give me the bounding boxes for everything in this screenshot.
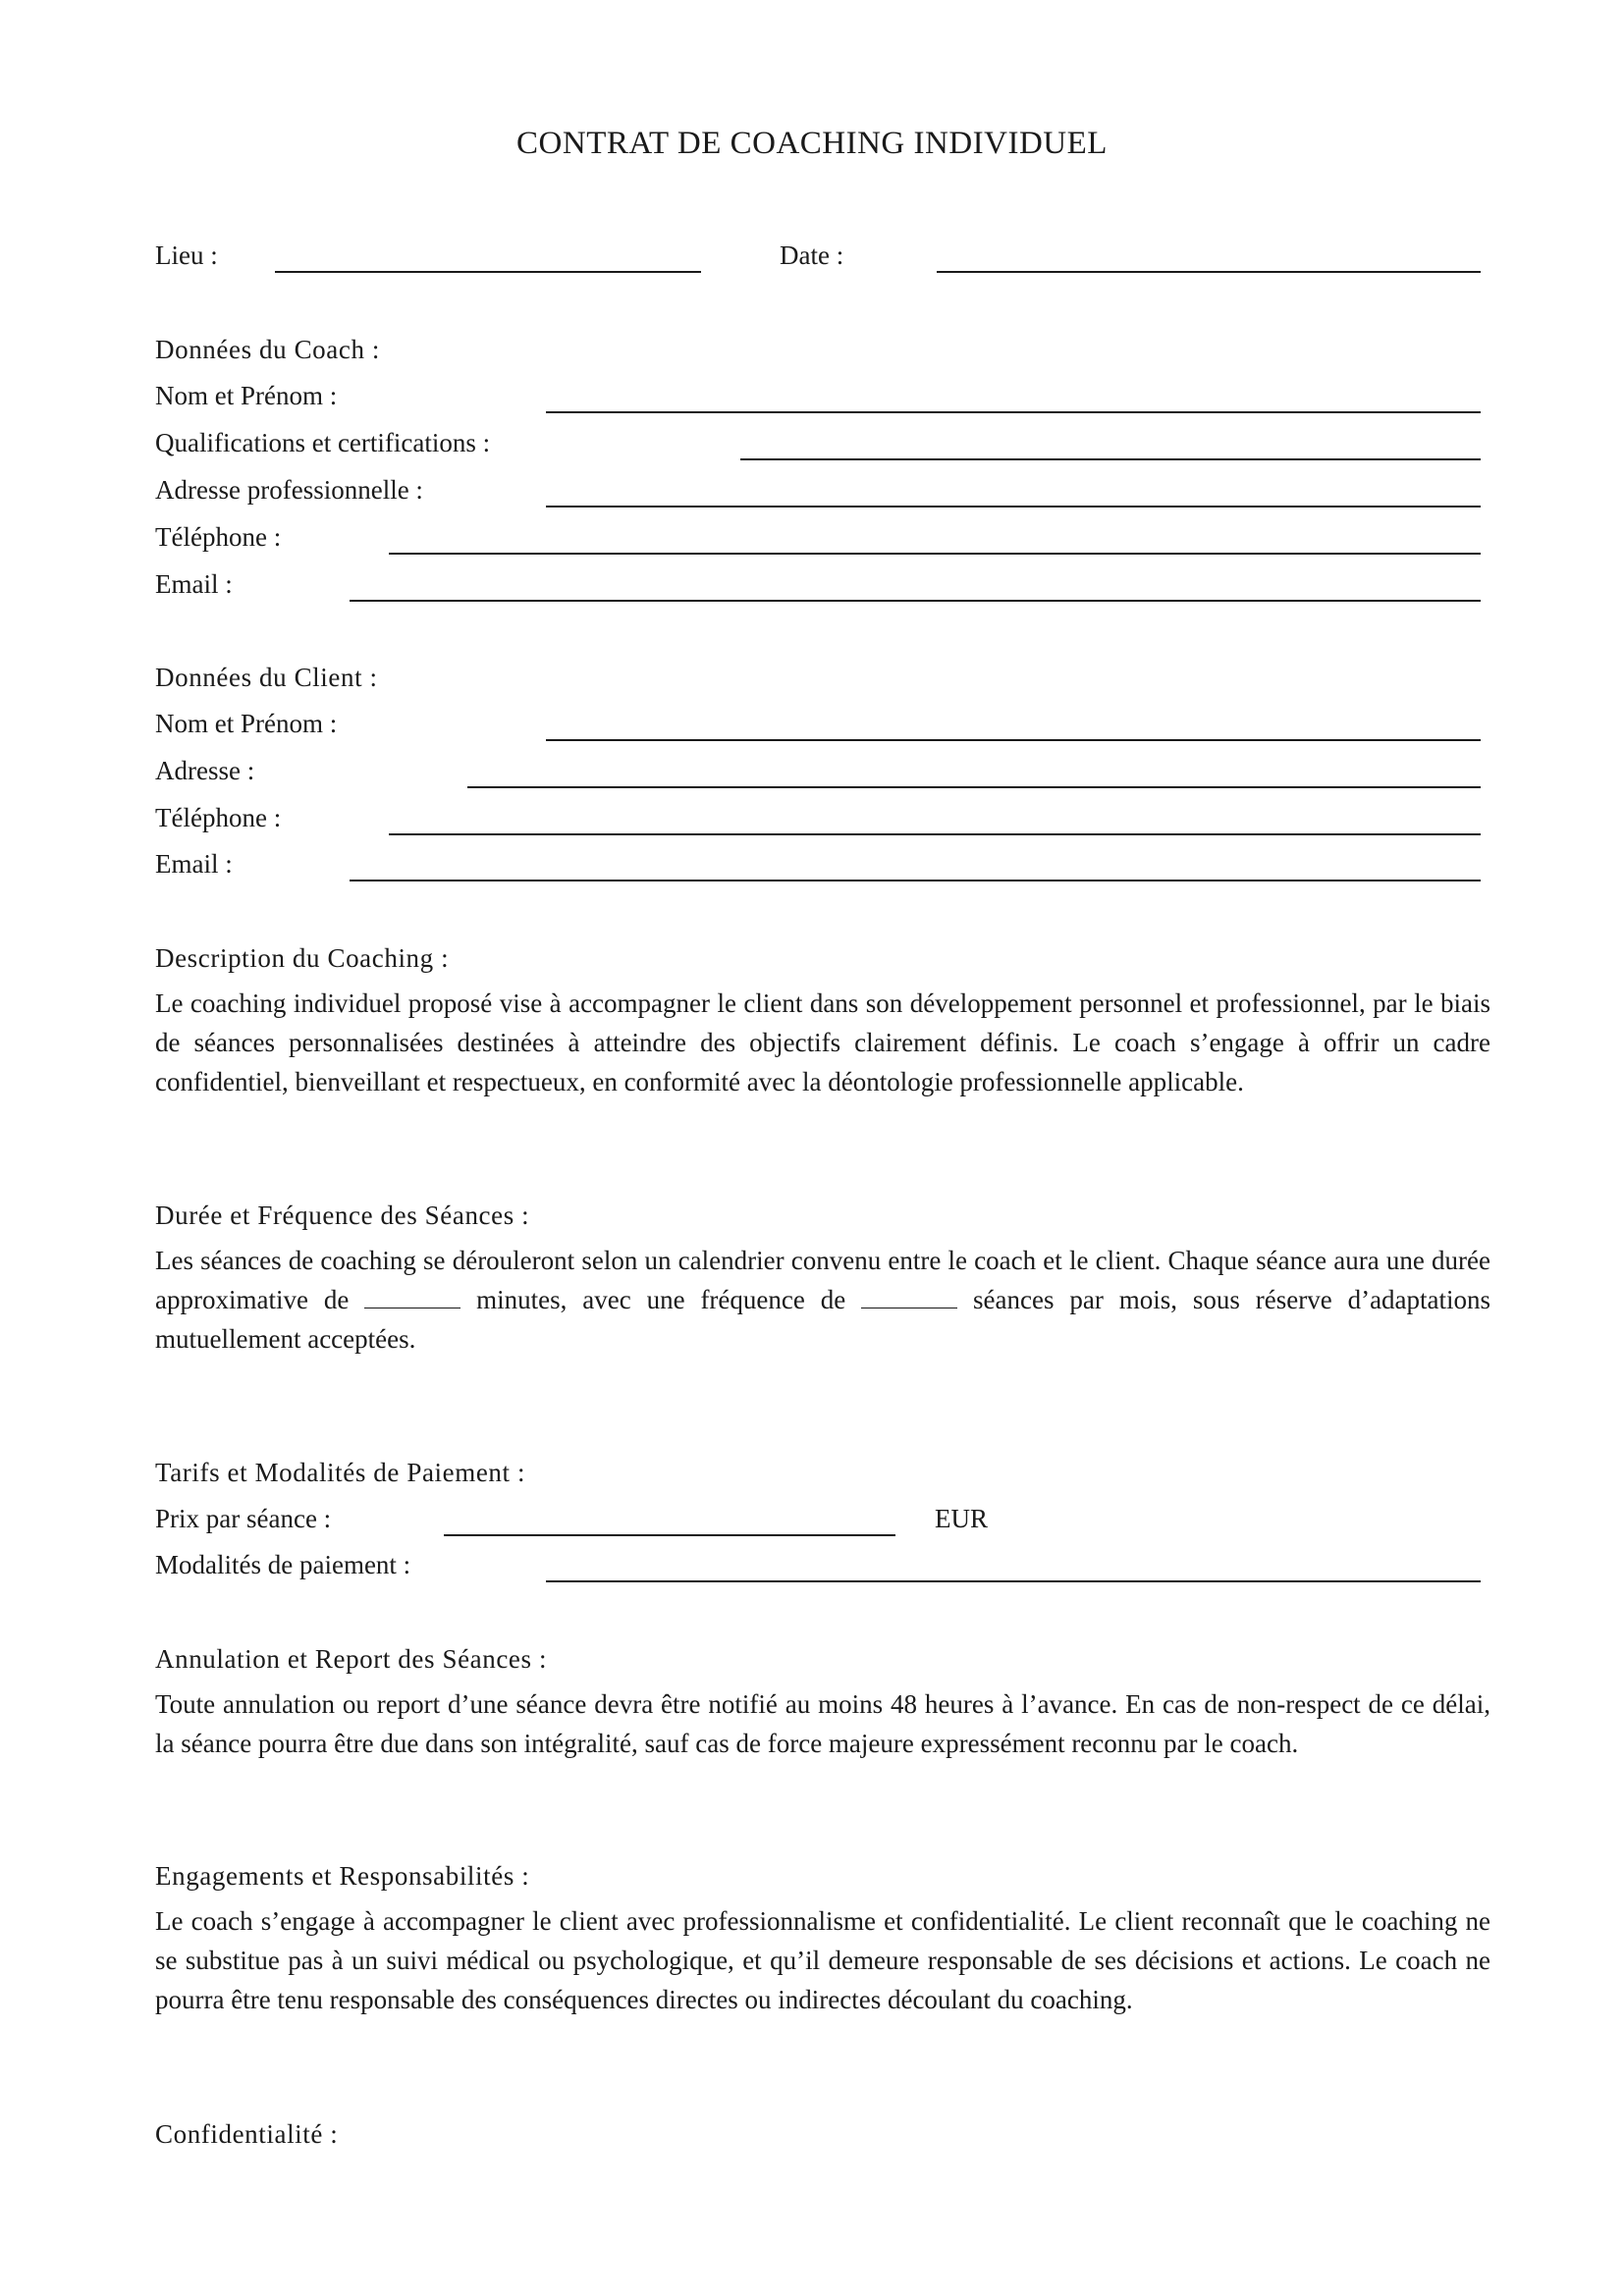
coach-email-line — [350, 600, 1481, 602]
document-title: CONTRAT DE COACHING INDIVIDUEL — [516, 126, 1108, 161]
frequency-blank[interactable] — [861, 1284, 957, 1308]
minutes-blank[interactable] — [364, 1284, 460, 1308]
lieu-line — [275, 271, 701, 273]
client-address-label: Adresse : — [155, 756, 255, 785]
duration-text-1: Les séances de coaching se dérouleront selon un calendrier convenu entre le coach et le client. Chaque séance aura une durée approximative de — [155, 1246, 1490, 1314]
currency-label: EUR — [935, 1504, 988, 1533]
duration-text — [155, 1241, 1490, 1359]
client-name-line — [546, 739, 1481, 741]
client-email-label: Email : — [155, 849, 233, 879]
price-label: Prix par séance : — [155, 1504, 332, 1533]
pricing-heading: Tarifs et Modalités de Paiement : — [155, 1458, 526, 1487]
coach-name-line — [546, 411, 1481, 413]
description-text: Le coaching individuel proposé vise à accompagner le client dans son développement personnel et professionnel, par le biais de séances personnalisées destinées à atteindre des objectifs clairement définis. Le coach s’engage à offrir un cadre confidentiel, bienveillant et respectueux, en conformité avec la déontologie professionnelle applicable. — [155, 988, 1490, 1096]
coach-qualifications-label: Qualifications et certifications : — [155, 428, 491, 457]
coach-address-field[interactable] — [548, 472, 1479, 507]
coach-qualifications-line — [740, 458, 1481, 460]
client-phone-field[interactable] — [391, 800, 1479, 835]
cancellation-heading: Annulation et Report des Séances : — [155, 1644, 548, 1674]
lieu-field[interactable] — [277, 238, 699, 273]
commitments-text: Le coach s’engage à accompagner le client avec professionnalisme et confidentialité. Le client reconnaît que le coaching ne se substitue pas à un suivi médical ou psychologique, et qu’il demeure responsable de ses décisions et actions. Le coach ne pourra être tenu responsable des conséquences directes ou indirectes découlant du coaching. — [155, 1906, 1490, 2014]
confidentiality-heading: Confidentialité : — [155, 2119, 339, 2149]
duration-text-2: minutes, avec une fréquence de — [476, 1285, 846, 1314]
client-address-field[interactable] — [469, 753, 1479, 788]
payment-line — [546, 1580, 1481, 1582]
client-address-line — [467, 786, 1481, 788]
lieu-label: Lieu : — [155, 240, 218, 270]
client-phone-label: Téléphone : — [155, 803, 282, 832]
date-line — [937, 271, 1481, 273]
description-heading: Description du Coaching : — [155, 943, 450, 973]
date-field[interactable] — [939, 238, 1479, 273]
client-heading: Données du Client : — [155, 663, 378, 692]
price-line — [444, 1534, 895, 1536]
client-email-line — [350, 880, 1481, 881]
coach-phone-line — [389, 553, 1481, 555]
commitments-heading: Engagements et Responsabilités : — [155, 1861, 530, 1891]
coach-name-label: Nom et Prénom : — [155, 381, 338, 410]
payment-field[interactable] — [548, 1547, 1479, 1582]
duration-heading: Durée et Fréquence des Séances : — [155, 1201, 530, 1230]
coach-phone-field[interactable] — [391, 519, 1479, 555]
coach-heading: Données du Coach : — [155, 335, 381, 364]
coach-phone-label: Téléphone : — [155, 522, 282, 552]
date-label: Date : — [780, 240, 844, 270]
coach-address-line — [546, 506, 1481, 507]
coach-email-label: Email : — [155, 569, 233, 599]
duration-text-3: séances par mois, sous réserve d’adaptations mutuellement acceptées. — [155, 1285, 1491, 1354]
coach-name-field[interactable] — [548, 378, 1479, 413]
payment-label: Modalités de paiement : — [155, 1550, 411, 1579]
cancellation-text: Toute annulation ou report d’une séance devra être notifié au moins 48 heures à l’avance. En cas de non-respect de ce délai, la séance pourra être due dans son intégralité, sauf cas de force majeure expressément reconnu par le coach. — [155, 1689, 1490, 1758]
coach-qualifications-field[interactable] — [742, 425, 1479, 460]
client-name-label: Nom et Prénom : — [155, 709, 338, 738]
client-name-field[interactable] — [548, 706, 1479, 741]
client-email-field[interactable] — [352, 846, 1479, 881]
coach-email-field[interactable] — [352, 566, 1479, 602]
client-phone-line — [389, 833, 1481, 835]
price-field[interactable] — [446, 1501, 893, 1536]
coach-address-label: Adresse professionnelle : — [155, 475, 423, 505]
